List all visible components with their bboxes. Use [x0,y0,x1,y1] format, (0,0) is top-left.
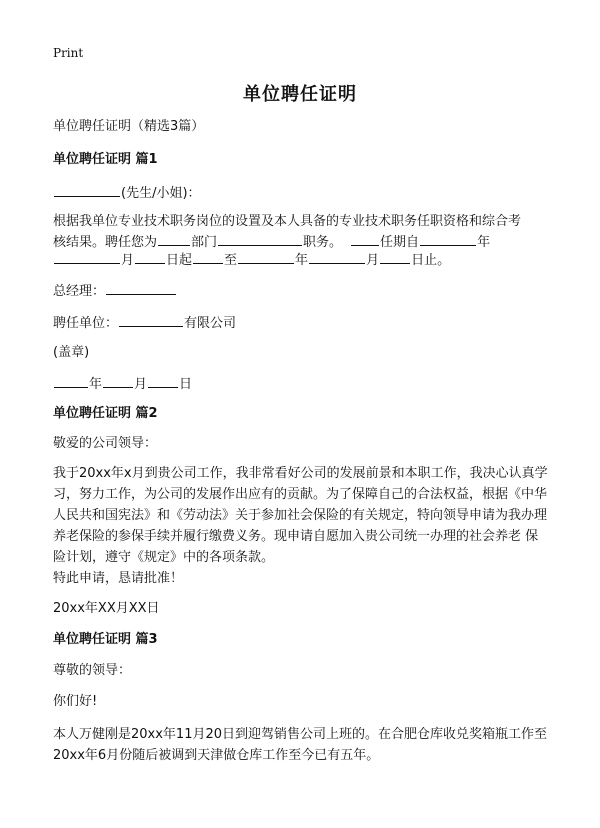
section3-body: 本人万健刚是20xx年11月20日到迎驾销售公司上班的。在合肥仓库收兑奖箱瓶工作至20xx年6月份随后被调到天津做仓库工作至今已有五年。 [53,727,548,763]
para-text: 部门 [191,235,218,250]
section1-heading: 单位聘任证明 篇1 [53,152,158,167]
section2-closing: 特此申请，恳请批准！ [53,571,184,586]
day-blank [135,250,165,264]
para-text: 月 [366,253,380,268]
document-subtitle: 单位聘任证明（精选3篇） [53,119,205,134]
document-title: 单位聘任证明 [243,84,357,105]
section1-para-line3 [53,250,450,270]
unit-blank [119,313,183,327]
para-text: 年 [477,235,491,250]
term-blank [351,232,379,246]
month-blank [54,250,120,264]
section2-salutation: 敬爱的公司领导： [53,436,158,451]
department-blank [218,232,302,246]
manager-label: 总经理： [53,284,106,299]
unit-suffix: 有限公司 [184,316,237,331]
blank [309,250,365,264]
section1-salutation-line [53,183,201,203]
para-text: 日起 [166,253,193,268]
name-blank [54,183,120,197]
section3-greeting: 你们好! [53,694,98,709]
date-text: 日 [179,377,193,392]
section2-date: 20xx年XX月XX日 [53,601,160,616]
section1-para-line1: 根据我单位专业技术职务岗位的设置及本人具备的专业技术职务任职资格和综合考 [53,214,522,229]
section1-salutation: (先生/小姐)： [121,186,201,201]
unit-label: 聘任单位： [53,316,119,331]
position-blank [158,232,190,246]
blank [238,250,294,264]
section2-heading: 单位聘任证明 篇2 [53,406,158,421]
print-label[interactable]: Print [53,46,84,60]
para-text: 年 [295,253,309,268]
date-text: 月 [134,377,148,392]
section3-heading: 单位聘任证明 篇3 [53,632,158,647]
para-text: 任期自 [380,235,420,250]
section1-para-line2 [53,232,490,252]
section1-date-line [53,374,192,394]
date-text: 年 [89,377,103,392]
manager-line [53,281,177,301]
para-text: 至 [224,253,238,268]
section3-salutation: 尊敬的领导： [53,663,132,678]
para-text: 核结果。聘任您为 [53,235,158,250]
unit-line [53,313,236,333]
year-blank [54,374,88,388]
section2-body: 我于20xx年x月到贵公司工作，我非常看好公司的发展前景和本职工作，我决心认真学习，努力工作，为公司的发展作出应有的贡献。为了保障自己的合法权益，根据《中华人民共和国宪法》和《劳动法》关于参加社会保险的有关规定，特向领导申请为我办理养老保险的参保手续并履行缴费义务。现申请自愿加入贵公司统一办理的社会养老 保险计划，遵守《规定》中的各项条款。 [53,466,548,565]
year-blank [420,232,476,246]
blank [193,250,223,264]
manager-blank [106,281,176,295]
blank [380,250,410,264]
day-blank [148,374,178,388]
seal-label: (盖章) [53,345,90,360]
month-blank [103,374,133,388]
para-text: 月 [121,253,135,268]
para-text: 职务。 [303,235,343,250]
para-text: 日止。 [411,253,451,268]
